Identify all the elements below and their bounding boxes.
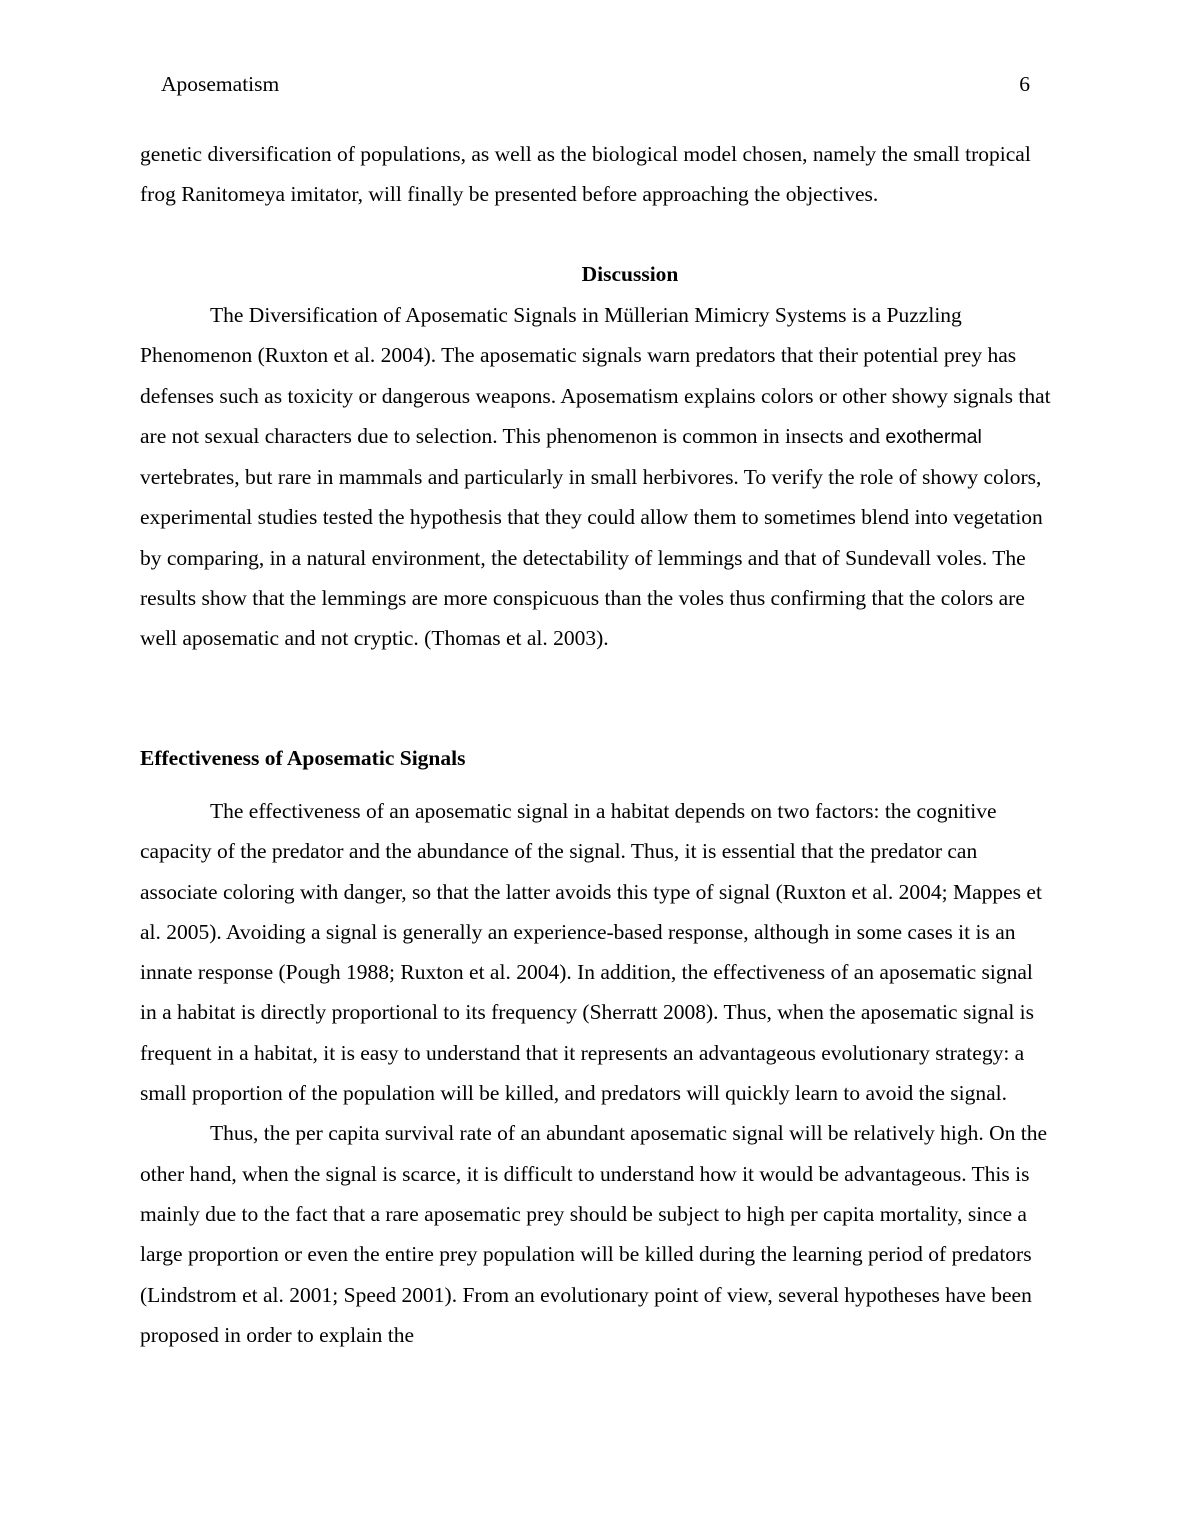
running-head: Aposematism bbox=[161, 72, 280, 96]
discussion-text-sans-word: exothermal bbox=[885, 425, 982, 448]
effectiveness-heading: Effectiveness of Aposematic Signals bbox=[140, 746, 466, 770]
discussion-text-part-1: The Diversification of Aposematic Signals in Müllerian Mimicry Systems is a Puzzling Phenomenon (Ruxton et al. 2004). The aposematic signals warn predators that their potential prey has defenses such as toxicity or dangerous weapons. Aposematism explains colors or other showy signals that are not sexual characters due to selection. This phenomenon is common in insects and bbox=[140, 303, 1051, 448]
intro-paragraph: genetic diversification of populations, as well as the biological model chosen, namely the small tropical frog Ranitomeya imitator, will finally be presented before approaching the objectives. bbox=[140, 142, 1031, 207]
effectiveness-paragraph-2: Thus, the per capita survival rate of an abundant aposematic signal will be relatively high. On the other hand, when the signal is scarce, it is difficult to understand how it would be advantageous. This is mainly due to the fact that a rare aposematic prey should be subject to high per capita mortality, since a large proportion or even the entire prey population will be killed during the learning period of predators (Lindstrom et al. 2001; Speed 2001). From an evolutionary point of view, several hypotheses have been proposed in order to explain the bbox=[140, 1121, 1048, 1347]
intro-paragraph-block bbox=[140, 134, 1052, 215]
effectiveness-paragraph-block bbox=[140, 791, 1052, 1355]
discussion-paragraph-block bbox=[140, 295, 1052, 659]
page-number: 6 bbox=[1019, 72, 1030, 96]
discussion-paragraph bbox=[140, 295, 1052, 659]
discussion-text-part-2: vertebrates, but rare in mammals and particularly in small herbivores. To verify the role of showy colors, experimental studies tested the hypothesis that they could allow them to sometimes blend into vegetation by comparing, in a natural environment, the detectability of lemmings and that of Sundevall voles. The results show that the lemmings are more conspicuous than the voles thus confirming that the colors are well aposematic and not cryptic. (Thomas et al. 2003). bbox=[140, 465, 1043, 651]
discussion-heading: Discussion bbox=[581, 262, 679, 286]
effectiveness-paragraph-1: The effectiveness of an aposematic signal in a habitat depends on two factors: the cognitive capacity of the predator and the abundance of the signal. Thus, it is essential that the predator can associate coloring with danger, so that the latter avoids this type of signal (Ruxton et al. 2004; Mappes et al. 2005). Avoiding a signal is generally an experience-based response, although in some cases it is an innate response (Pough 1988; Ruxton et al. 2004). In addition, the effectiveness of an aposematic signal in a habitat is directly proportional to its frequency (Sherratt 2008). Thus, when the aposematic signal is frequent in a habitat, it is easy to understand that it represents an advantageous evolutionary strategy: a small proportion of the population will be killed, and predators will quickly learn to avoid the signal. bbox=[140, 799, 1042, 1106]
